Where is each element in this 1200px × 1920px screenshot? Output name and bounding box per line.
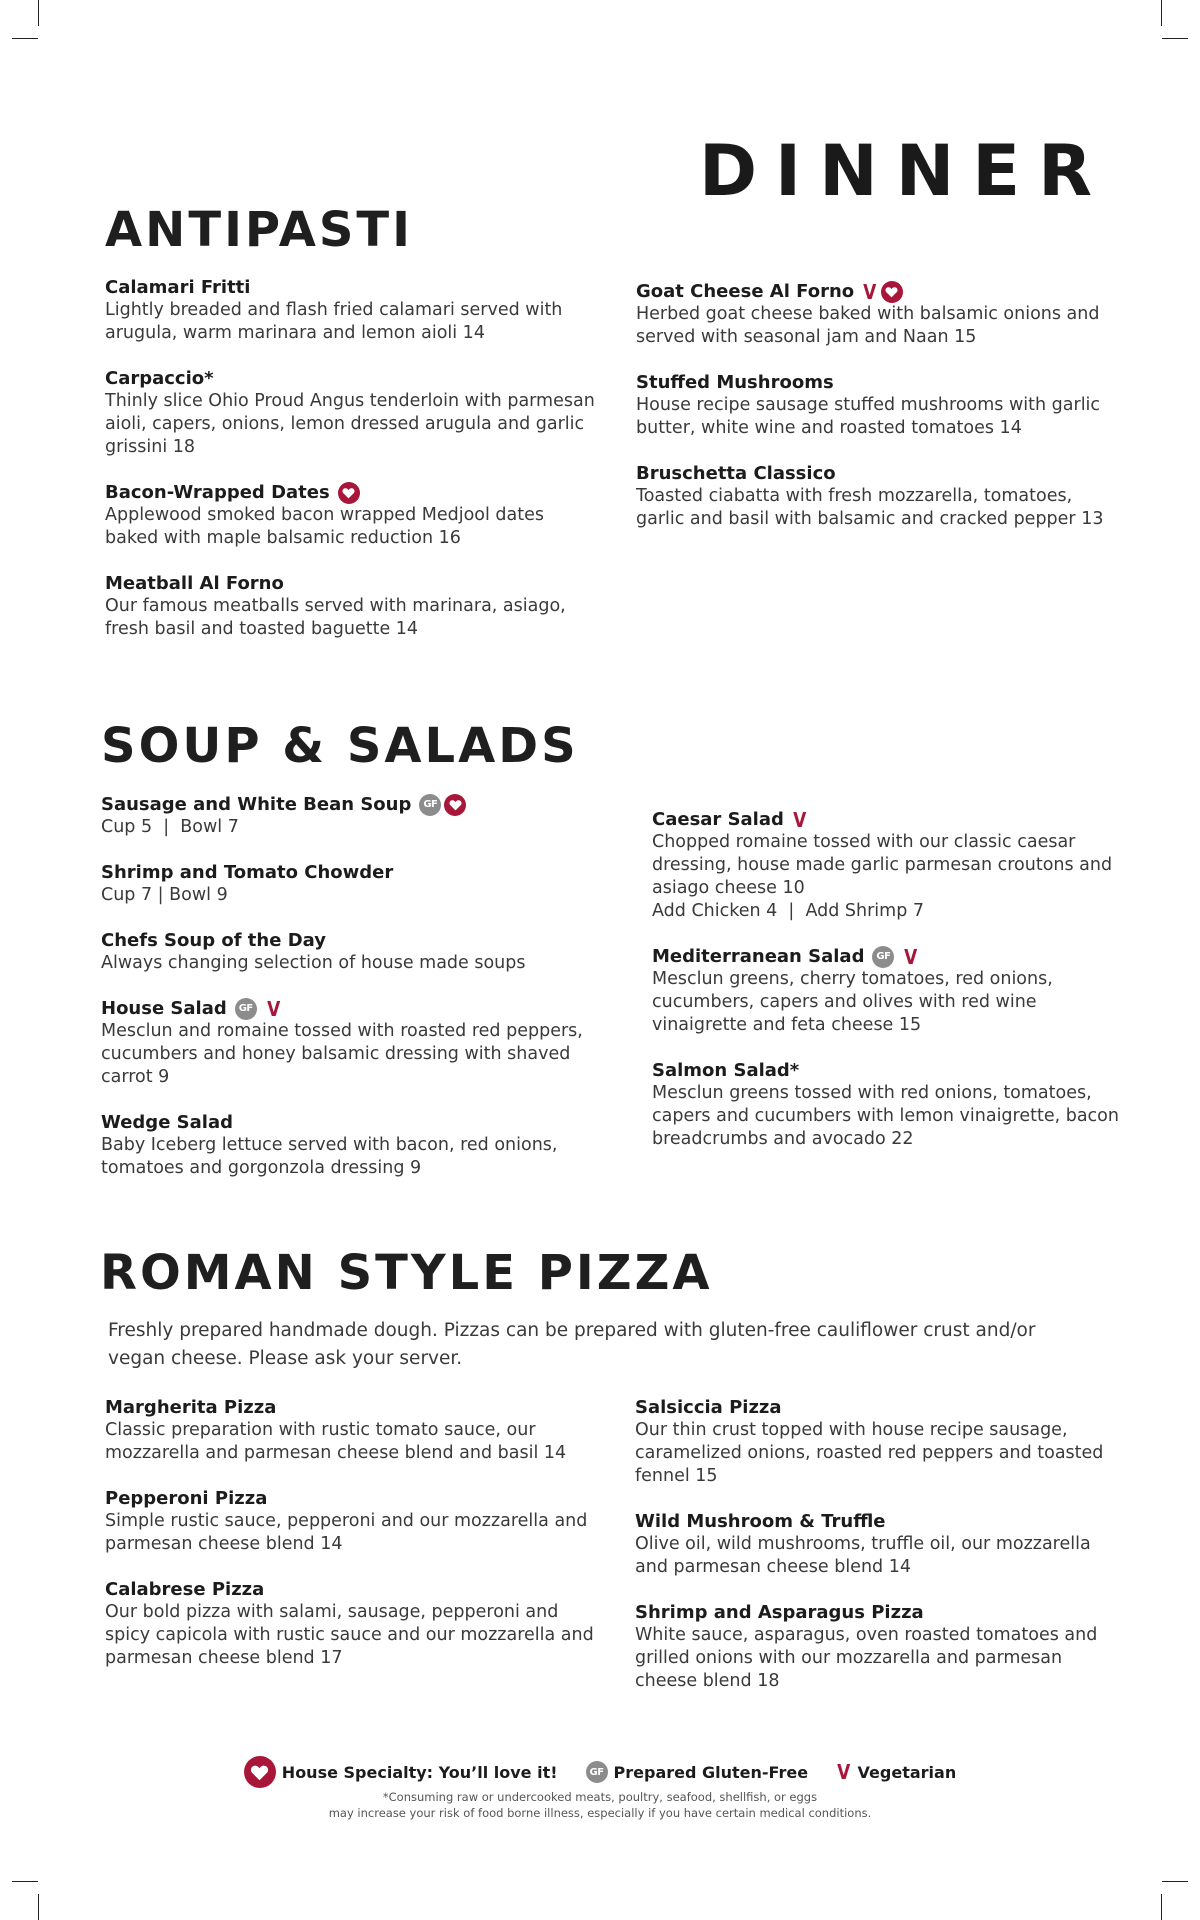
house-specialty-heart-icon <box>244 1756 276 1788</box>
menu-item <box>105 1487 595 1556</box>
gluten-free-icon: GF <box>419 794 441 816</box>
legend-label: Vegetarian <box>857 1762 957 1782</box>
soups-left-column <box>101 793 601 1202</box>
item-description: Always changing selection of house made soups <box>101 953 526 973</box>
menu-item <box>636 462 1121 531</box>
menu-item <box>101 861 601 907</box>
menu-item <box>105 367 600 459</box>
item-description: Cup 5 | Bowl 7 <box>101 817 239 837</box>
item-name: Calamari Fritti <box>105 277 251 298</box>
crop-mark <box>12 1881 38 1882</box>
menu-item <box>635 1396 1123 1488</box>
gluten-free-icon: GF <box>586 1761 608 1783</box>
item-name: Chefs Soup of the Day <box>101 930 326 951</box>
menu-item <box>652 1059 1122 1151</box>
menu-item <box>105 1396 595 1465</box>
item-name-row <box>105 481 600 504</box>
section-title-soup-salads: SOUP & SALADS <box>101 718 579 774</box>
pizza-intro: Freshly prepared handmade dough. Pizzas can be prepared with gluten-free cauliflower crust and/or vegan cheese. Please ask your server. <box>108 1320 1036 1369</box>
section-title-antipasti: ANTIPASTI <box>105 202 414 258</box>
menu-item <box>105 1578 595 1670</box>
menu-item <box>635 1601 1123 1693</box>
vegetarian-icon: V <box>904 944 918 969</box>
item-name: Goat Cheese Al Forno <box>636 281 855 302</box>
crop-mark <box>1162 1881 1188 1882</box>
item-name: Shrimp and Asparagus Pizza <box>635 1602 924 1623</box>
antipasti-left-column <box>105 276 600 663</box>
soups-right-column <box>652 808 1122 1173</box>
menu-item <box>101 929 601 975</box>
menu-item <box>101 793 601 839</box>
item-name: Stuffed Mushrooms <box>636 372 834 393</box>
vegetarian-icon: V <box>793 807 807 832</box>
item-name-row <box>101 997 601 1020</box>
item-name-row <box>652 808 1122 831</box>
disclaimer-line: *Consuming raw or undercooked meats, poultry, seafood, shellfish, or eggs <box>382 1790 818 1804</box>
item-name: Wild Mushroom & Truffle <box>635 1511 886 1532</box>
item-name: House Salad <box>101 998 227 1019</box>
item-name: Pepperoni Pizza <box>105 1488 268 1509</box>
item-name-row <box>101 793 601 816</box>
menu-item <box>635 1510 1123 1579</box>
menu-item <box>105 276 600 345</box>
item-description: House recipe sausage stuffed mushrooms with garlic butter, white wine and roasted tomatoes 14 <box>636 395 1101 438</box>
menu-item <box>636 280 1121 349</box>
item-name-row <box>652 945 1122 968</box>
item-description: Cup 7 | Bowl 9 <box>101 885 228 905</box>
item-description: Mesclun greens, cherry tomatoes, red onions, cucumbers, capers and olives with red wine vinaigrette and feta cheese 15 <box>652 969 1053 1035</box>
item-description: Toasted ciabatta with fresh mozzarella, tomatoes, garlic and basil with balsamic and cracked pepper 13 <box>636 486 1104 529</box>
item-name: Salmon Salad* <box>652 1060 800 1081</box>
crop-mark <box>38 0 39 26</box>
item-name: Mediterranean Salad <box>652 946 865 967</box>
legend-house-specialty <box>244 1756 558 1788</box>
legend-label: Prepared Gluten-Free <box>613 1762 809 1782</box>
gluten-free-icon: GF <box>235 998 257 1020</box>
menu-item <box>105 572 600 641</box>
menu-item <box>101 1111 601 1180</box>
item-name: Salsiccia Pizza <box>635 1397 782 1418</box>
item-name: Sausage and White Bean Soup <box>101 794 412 815</box>
item-name: Calabrese Pizza <box>105 1579 265 1600</box>
vegetarian-icon: V <box>863 279 877 304</box>
disclaimer-line: may increase your risk of food borne illness, especially if you have certain medical conditions. <box>328 1806 872 1820</box>
item-name: Meatball Al Forno <box>105 573 284 594</box>
house-specialty-heart-icon <box>881 281 903 303</box>
antipasti-right-column <box>636 280 1121 553</box>
pizza-left-column <box>105 1396 595 1692</box>
item-description: Baby Iceberg lettuce served with bacon, red onions, tomatoes and gorgonzola dressing 9 <box>101 1135 558 1178</box>
item-description: Lightly breaded and flash fried calamari served with arugula, warm marinara and lemon aioli 14 <box>105 300 563 343</box>
legend-label: House Specialty: You’ll love it! <box>281 1762 558 1782</box>
house-specialty-heart-icon <box>338 482 360 504</box>
menu-item <box>636 371 1121 440</box>
item-name-row <box>636 280 1121 303</box>
item-name: Bruschetta Classico <box>636 463 836 484</box>
item-add-ons: Add Chicken 4 | Add Shrimp 7 <box>652 901 925 921</box>
legend-gluten-free <box>586 1761 809 1783</box>
icon-legend <box>0 1756 1200 1788</box>
item-name: Carpaccio* <box>105 368 214 389</box>
menu-item <box>105 481 600 550</box>
item-description: Classic preparation with rustic tomato sauce, our mozzarella and parmesan cheese blend and basil 14 <box>105 1420 567 1463</box>
item-description: White sauce, asparagus, oven roasted tomatoes and grilled onions with our mozzarella and parmesan cheese blend 18 <box>635 1625 1098 1691</box>
house-specialty-heart-icon <box>444 794 466 816</box>
item-description: Our thin crust topped with house recipe sausage, caramelized onions, roasted red peppers and toasted fennel 15 <box>635 1420 1104 1486</box>
item-name: Bacon-Wrapped Dates <box>105 482 330 503</box>
item-description: Our famous meatballs served with marinara, asiago, fresh basil and toasted baguette 14 <box>105 596 566 639</box>
pizza-right-column <box>635 1396 1123 1715</box>
crop-mark <box>1161 1894 1162 1920</box>
crop-mark <box>38 1894 39 1920</box>
menu-item <box>652 945 1122 1037</box>
item-name: Caesar Salad <box>652 809 784 830</box>
item-description: Mesclun and romaine tossed with roasted red peppers, cucumbers and honey balsamic dressing with shaved carrot 9 <box>101 1021 583 1087</box>
item-name: Wedge Salad <box>101 1112 233 1133</box>
item-description: Olive oil, wild mushrooms, truffle oil, our mozzarella and parmesan cheese blend 14 <box>635 1534 1091 1577</box>
item-description: Thinly slice Ohio Proud Angus tenderloin with parmesan aioli, capers, onions, lemon dressed arugula and garlic grissini 18 <box>105 391 595 457</box>
item-description: Simple rustic sauce, pepperoni and our mozzarella and parmesan cheese blend 14 <box>105 1511 588 1554</box>
section-title-roman-style-pizza: ROMAN STYLE PIZZA <box>100 1245 713 1301</box>
item-description: Our bold pizza with salami, sausage, pepperoni and spicy capicola with rustic sauce and our mozzarella and parmesan cheese blend 17 <box>105 1602 594 1668</box>
item-description: Herbed goat cheese baked with balsamic onions and served with seasonal jam and Naan 15 <box>636 304 1100 347</box>
vegetarian-icon: V <box>266 996 281 1021</box>
crop-mark <box>12 38 38 39</box>
page-title: DINNER <box>698 130 1110 212</box>
menu-item <box>652 808 1122 923</box>
legend-vegetarian <box>836 1762 956 1782</box>
crop-mark <box>1161 0 1162 26</box>
menu-item <box>101 997 601 1089</box>
gluten-free-icon: GF <box>872 946 894 968</box>
item-description: Chopped romaine tossed with our classic caesar dressing, house made garlic parmesan croutons and asiago cheese 10 <box>652 832 1113 898</box>
item-name: Shrimp and Tomato Chowder <box>101 862 394 883</box>
item-description: Mesclun greens tossed with red onions, tomatoes, capers and cucumbers with lemon vinaigrette, bacon breadcrumbs and avocado 22 <box>652 1083 1119 1149</box>
item-description: Applewood smoked bacon wrapped Medjool dates baked with maple balsamic reduction 16 <box>105 505 544 548</box>
vegetarian-icon: V <box>837 1760 851 1784</box>
item-name: Margherita Pizza <box>105 1397 277 1418</box>
food-safety-disclaimer <box>0 1789 1200 1821</box>
crop-mark <box>1162 38 1188 39</box>
